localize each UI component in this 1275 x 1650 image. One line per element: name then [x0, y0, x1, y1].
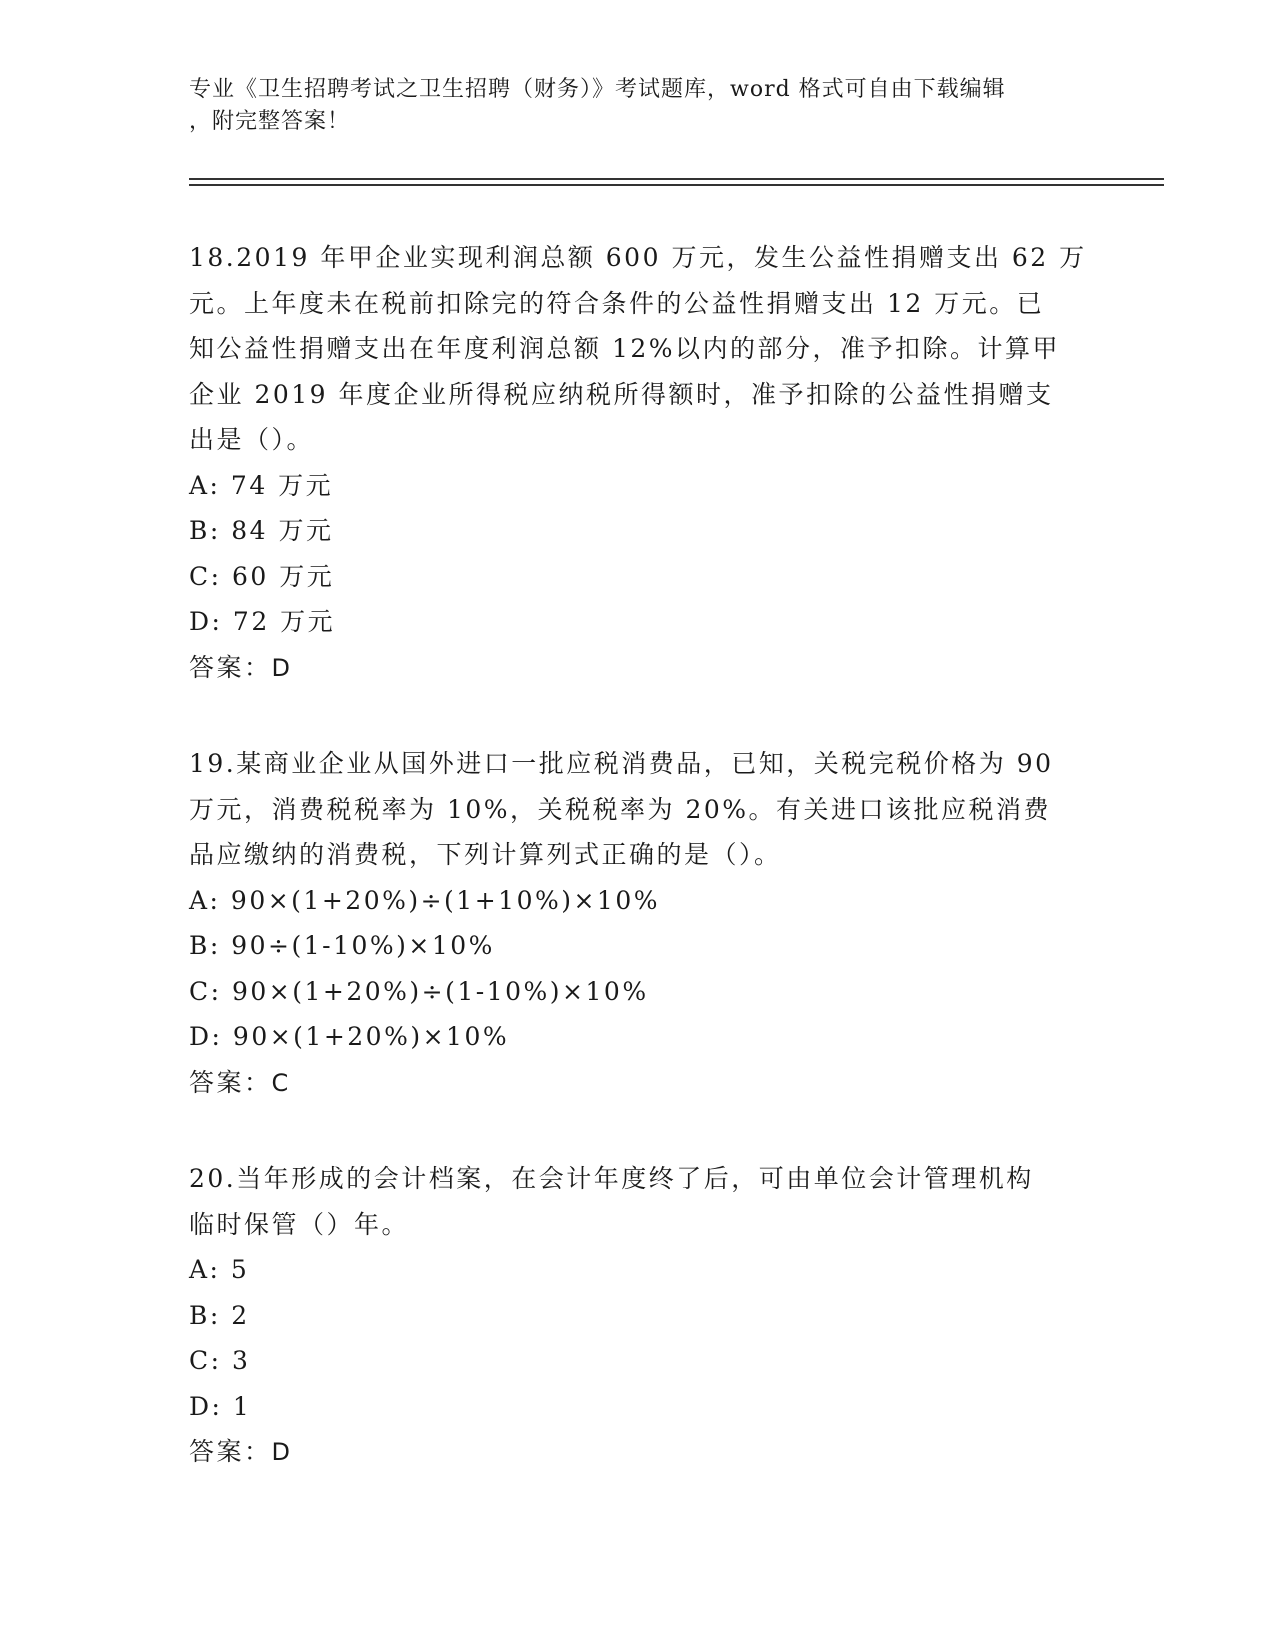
answer-label: 答案：: [189, 1437, 272, 1466]
question-text-line: 企业 2019 年度企业所得税应纳税所得额时，准予扣除的公益性捐赠支: [189, 379, 1054, 409]
answer-value: D: [271, 1438, 291, 1466]
question-text-line: 元。上年度未在税前扣除完的符合条件的公益性捐赠支出 12 万元。已: [189, 288, 1045, 318]
option-d: D: 72 万元: [189, 607, 336, 636]
answer-line: [189, 1429, 1089, 1476]
question-text-line: 出是（）。: [189, 425, 315, 454]
option-c: C: 3: [189, 1346, 251, 1375]
option-a: A: 5: [189, 1255, 250, 1284]
header-divider-top: [189, 178, 1164, 180]
question-text-line: 品应缴纳的消费税，下列计算列式正确的是（）。: [189, 840, 782, 869]
option-b: B: 2: [189, 1300, 250, 1330]
option-a: A: 74 万元: [189, 470, 334, 500]
document-header: [189, 74, 1089, 138]
question-20: [189, 1156, 1089, 1476]
question-text-line: 20.当年形成的会计档案，在会计年度终了后，可由单位会计管理机构: [189, 1164, 1034, 1193]
option-b: B: 84 万元: [189, 516, 334, 545]
question-19: [189, 741, 1089, 1106]
question-text-line: 万元，消费税税率为 10%，关税税率为 20%。有关进口该批应税消费: [189, 794, 1052, 824]
question-text-line: 临时保管（）年。: [189, 1209, 410, 1239]
question-text-line: 18.2019 年甲企业实现利润总额 600 万元，发生公益性捐赠支出 62 万: [189, 243, 1087, 272]
option-c: C: 90×(1+20%)÷(1-10%)×10%: [189, 976, 649, 1006]
option-d: D: 1: [189, 1391, 252, 1421]
question-text-line: 知公益性捐赠支出在年度利润总额 12%以内的部分，准予扣除。计算甲: [189, 334, 1061, 363]
answer-value: C: [271, 1068, 290, 1097]
header-divider-bottom: [189, 184, 1164, 186]
option-d: D: 90×(1+20%)×10%: [189, 1022, 510, 1051]
question-18: [189, 235, 1089, 691]
answer-line: [189, 1060, 1089, 1107]
answer-label: 答案：: [189, 652, 272, 682]
option-c: C: 60 万元: [189, 561, 335, 591]
question-list: [189, 235, 1089, 1526]
header-line-1: 专业《卫生招聘考试之卫生招聘（财务）》考试题库，word 格式可自由下载编辑: [189, 77, 1006, 102]
header-line-2: ，附完整答案！: [189, 109, 351, 134]
answer-line: [189, 645, 1089, 692]
answer-value: D: [271, 653, 291, 682]
question-text-line: 19.某商业企业从国外进口一批应税消费品，已知，关税完税价格为 90: [189, 749, 1054, 778]
option-a: A: 90×(1+20%)÷(1+10%)×10%: [189, 885, 660, 915]
option-b: B: 90÷(1-10%)×10%: [189, 931, 495, 960]
answer-label: 答案：: [189, 1067, 272, 1097]
